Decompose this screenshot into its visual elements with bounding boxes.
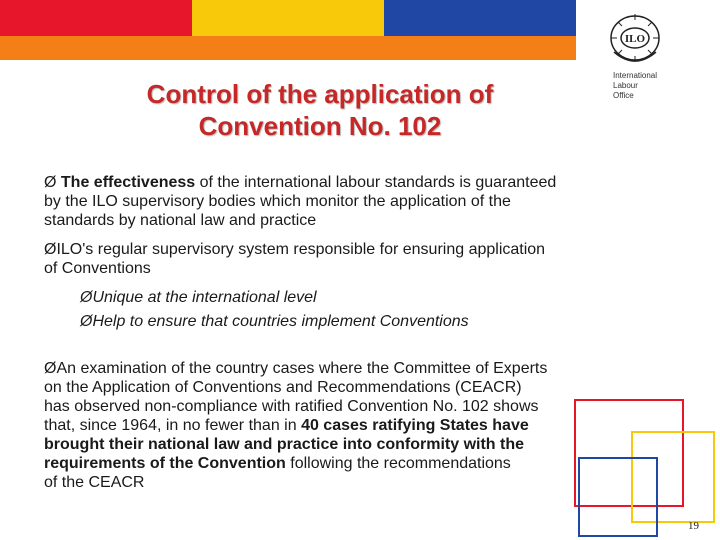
bullet-arrow-icon: Ø <box>80 313 93 330</box>
title-line-1: Control of the application of <box>146 79 494 109</box>
top-bar-orange <box>0 36 576 60</box>
p5-line-4a: that, since 1964, in no fewer than in <box>44 417 302 434</box>
logo-text: ILO <box>624 33 646 45</box>
p5-line-7: of the CEACR <box>44 474 145 491</box>
sub1-text: Unique at the international level <box>92 289 317 306</box>
logo-caption-line-3: Office <box>613 91 634 100</box>
logo-caption-line-1: International <box>613 71 658 80</box>
bullet-arrow-icon: Ø <box>44 241 57 258</box>
paragraph-effectiveness <box>44 173 644 230</box>
paragraph-examination <box>44 359 624 492</box>
p5-line-4b: 40 cases ratifying States have <box>301 417 529 434</box>
p2-line-2: of Conventions <box>44 260 151 277</box>
p1-rest: of the international labour standards is guaranteed <box>195 174 557 191</box>
bullet-arrow-icon: Ø <box>44 360 57 377</box>
page-number: 19 <box>688 520 699 532</box>
p5-line-5: brought their national law and practice into conformity with the <box>44 436 525 453</box>
sub-bullet-unique <box>80 288 317 307</box>
decor-square-blue <box>578 457 658 537</box>
logo-caption <box>613 71 657 101</box>
slide-title <box>60 78 580 142</box>
top-bar-blue <box>384 0 576 36</box>
p1-line-2: by the ILO supervisory bodies which monitor the application of the <box>44 193 511 210</box>
p5-line-2: on the Application of Conventions and Recommendations (CEACR) <box>44 379 522 396</box>
p5-line-6a: requirements of the Convention <box>44 455 286 472</box>
bullet-arrow-icon: Ø <box>44 174 57 191</box>
p5-line-1: An examination of the country cases where the Committee of Experts <box>56 360 548 377</box>
top-bar-red <box>0 0 192 36</box>
bullet-arrow-icon: Ø <box>80 289 93 306</box>
p5-line-6b: following the recommendations <box>285 455 511 472</box>
paragraph-supervisory-system <box>44 240 644 278</box>
p2-line-1: ILO's regular supervisory system responsible for ensuring application <box>56 241 546 258</box>
logo-caption-line-2: Labour <box>613 81 638 90</box>
title-line-2: Convention No. 102 <box>198 111 442 141</box>
sub2-text: Help to ensure that countries implement Conventions <box>92 313 469 330</box>
sub-bullet-help <box>80 312 469 331</box>
p1-bold: The effectiveness <box>60 174 196 191</box>
top-bar-yellow <box>192 0 384 36</box>
p1-line-3: standards by national law and practice <box>44 212 317 229</box>
ilo-logo-icon <box>604 12 666 68</box>
p5-line-3: has observed non-compliance with ratified Convention No. 102 shows <box>44 398 539 415</box>
